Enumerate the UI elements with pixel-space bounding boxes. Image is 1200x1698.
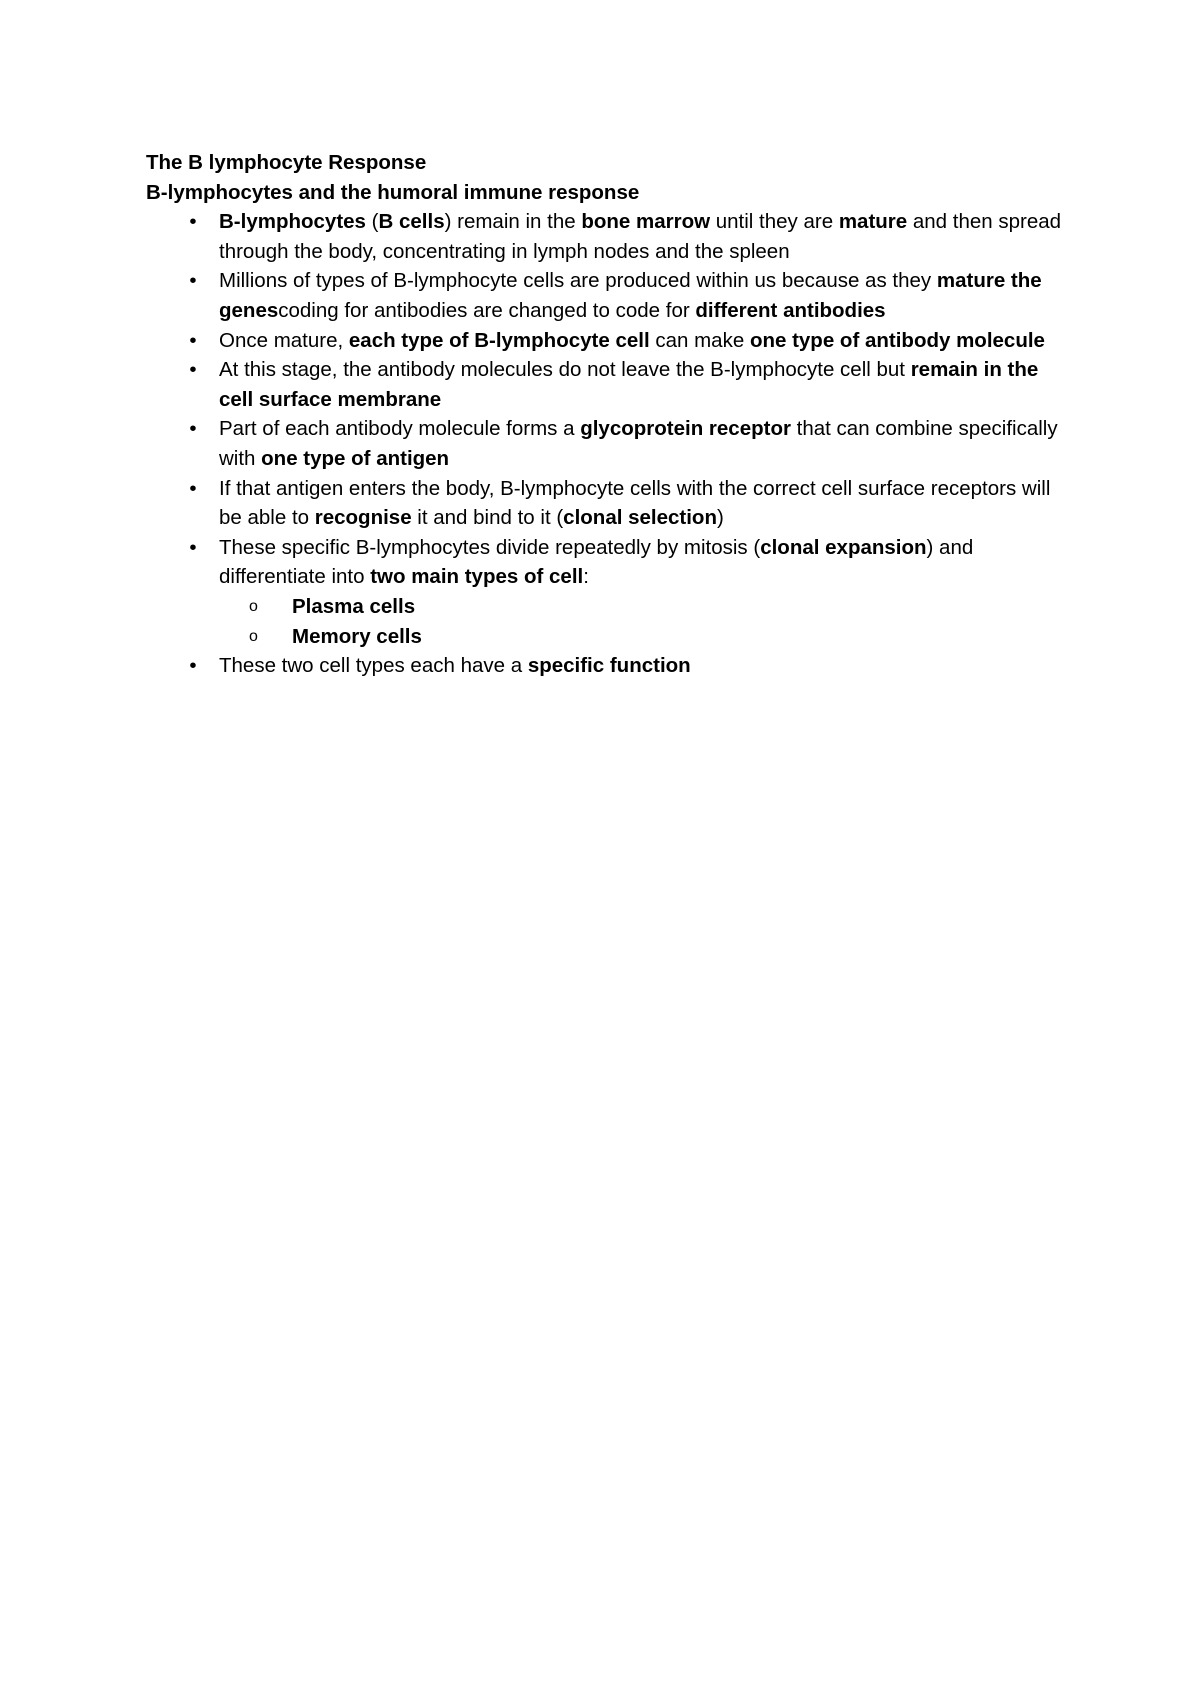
bold-term: each type of B-lymphocyte cell	[348, 328, 650, 352]
text-run: Once mature,	[219, 328, 349, 352]
bold-term: one type of antibody molecule	[749, 328, 1045, 352]
bullet-icon: •	[189, 358, 197, 382]
text-run: it and bind to it (	[411, 506, 564, 530]
text-run: ) remain in the	[444, 210, 582, 234]
page-title: The B lymphocyte Response	[146, 151, 427, 174]
list-item	[146, 414, 1066, 473]
bullet-icon: •	[189, 328, 197, 352]
list-item	[146, 533, 1066, 651]
bold-term: mature the genes	[219, 269, 1042, 322]
text-run: and then spread through the body, concentrating in lymph nodes and the spleen	[219, 210, 1062, 263]
bold-term: clonal expansion	[760, 535, 927, 559]
text-run: If that antigen enters the body, B-lymphocyte cells with the correct cell surface receptors will be able to	[219, 476, 1051, 530]
bold-term: mature	[838, 210, 908, 234]
text-run: At this stage, the antibody molecules do not leave the B-lymphocyte cell but	[219, 358, 911, 382]
text-run: )	[716, 506, 724, 530]
circle-bullet-icon: o	[249, 597, 258, 615]
bullet-icon: •	[189, 269, 197, 293]
bullet-list	[146, 207, 1066, 681]
list-item	[146, 207, 1066, 266]
document-body	[146, 148, 1066, 681]
text-run: (	[365, 210, 379, 234]
list-item	[146, 266, 1066, 325]
text-run: Part of each antibody molecule forms a	[219, 417, 581, 441]
text-run: These specific B-lymphocytes divide repeatedly by mitosis (	[219, 535, 761, 559]
bold-term: specific function	[527, 654, 691, 678]
bullet-icon: •	[189, 535, 197, 559]
text-run: that can combine specifically with	[219, 417, 1058, 470]
text-run: Millions of types of B-lymphocyte cells are produced within us because as they	[219, 269, 937, 293]
bold-term: remain in the cell surface membrane	[219, 358, 1039, 411]
sub-list-item	[219, 622, 1066, 652]
bold-term: B cells	[378, 210, 445, 234]
list-item	[146, 326, 1066, 356]
section-heading: B-lymphocytes and the humoral immune response	[146, 180, 640, 204]
text-run: can make	[649, 328, 750, 352]
bullet-icon: •	[189, 654, 197, 678]
sub-list-item	[219, 592, 1066, 622]
bullet-icon: •	[189, 476, 197, 500]
text-run: ) and differentiate into	[219, 535, 974, 589]
sub-item-label: Plasma cells	[292, 594, 416, 618]
bold-term: glycoprotein receptor	[580, 417, 791, 441]
bold-term: bone marrow	[581, 210, 711, 234]
text-run: coding for antibodies are changed to code for	[278, 298, 696, 322]
bold-term: two main types of cell	[370, 565, 584, 589]
sub-list	[219, 592, 1066, 651]
bold-term: clonal selection	[563, 506, 717, 530]
list-item	[146, 651, 1066, 681]
text-run: :	[583, 565, 589, 589]
bold-term: B-lymphocytes	[219, 210, 366, 234]
list-item	[146, 355, 1066, 414]
list-item	[146, 474, 1066, 533]
text-run: until they are	[710, 210, 839, 234]
bold-term: one type of antigen	[261, 446, 450, 470]
bold-term: recognise	[314, 506, 412, 530]
text-run: These two cell types each have a	[219, 654, 528, 678]
bullet-icon: •	[189, 210, 197, 234]
sub-item-label: Memory cells	[292, 624, 422, 648]
circle-bullet-icon: o	[249, 627, 258, 645]
bullet-icon: •	[189, 417, 197, 441]
bold-term: different antibodies	[695, 298, 886, 322]
